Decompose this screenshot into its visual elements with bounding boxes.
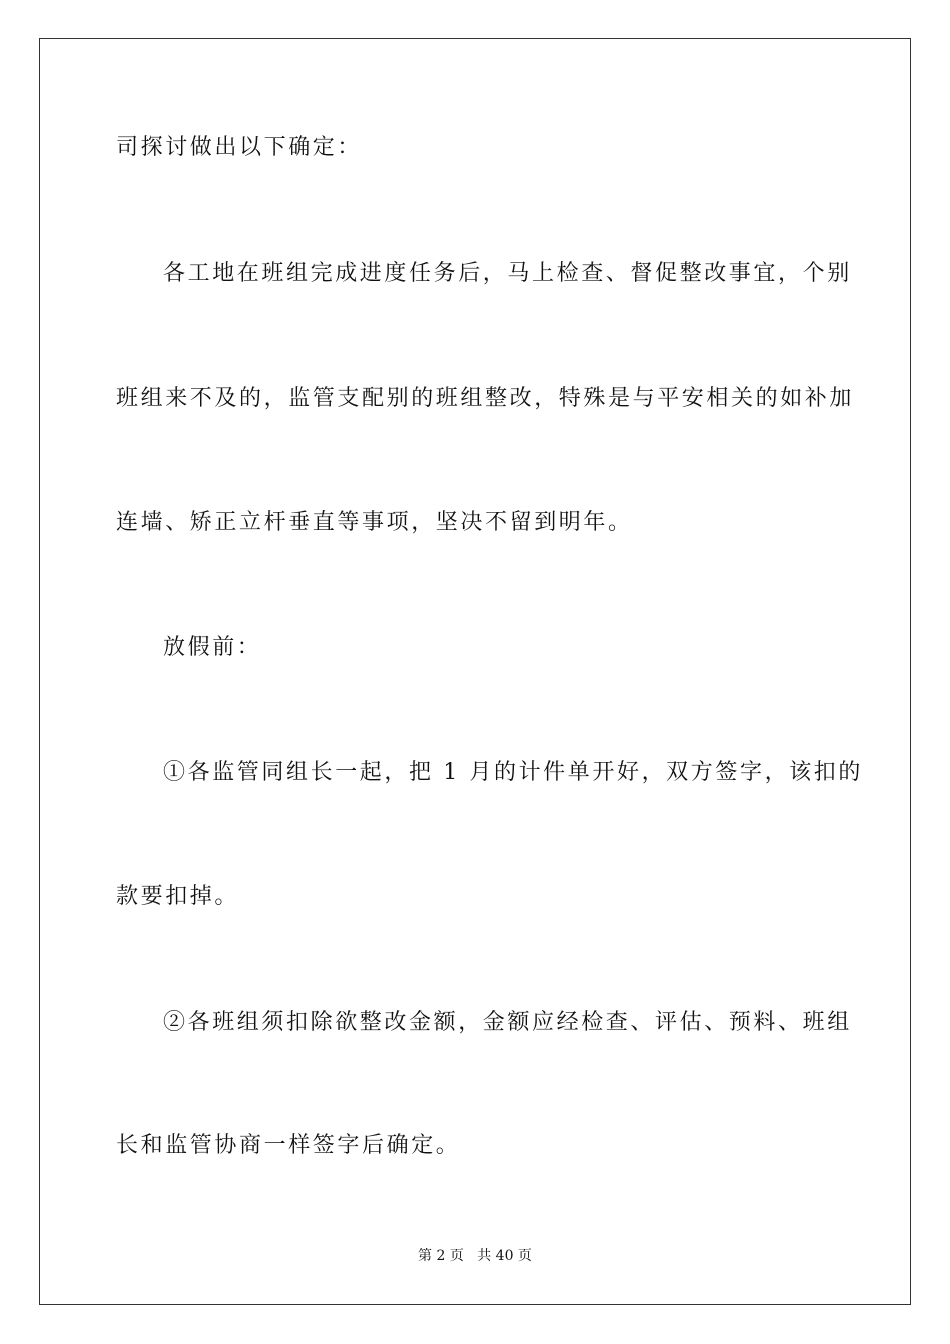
paragraph-line: ①各监管同组长一起，把 1 月的计件单开好，双方签字，该扣的	[163, 760, 863, 785]
page-border	[39, 38, 911, 1305]
paragraph-line: 连墙、矫正立杆垂直等事项，坚决不留到明年。	[116, 510, 633, 535]
paragraph-line: ②各班组须扣除欲整改金额，金额应经检查、评估、预料、班组	[163, 1010, 852, 1035]
paragraph-line: 各工地在班组完成进度任务后，马上检查、督促整改事宜，个别	[163, 261, 852, 286]
page-total: 共 40 页	[477, 1248, 532, 1264]
page-number: 第 2 页	[418, 1248, 464, 1264]
paragraph-line: 班组来不及的，监管支配别的班组整改，特殊是与平安相关的如补加	[116, 386, 855, 411]
paragraph-line: 司探讨做出以下确定：	[116, 135, 363, 160]
paragraph-line: 放假前：	[163, 635, 262, 660]
paragraph-line: 款要扣掉。	[116, 884, 240, 909]
page-footer	[0, 1246, 950, 1266]
paragraph-line: 长和监管协商一样签字后确定。	[116, 1133, 461, 1158]
